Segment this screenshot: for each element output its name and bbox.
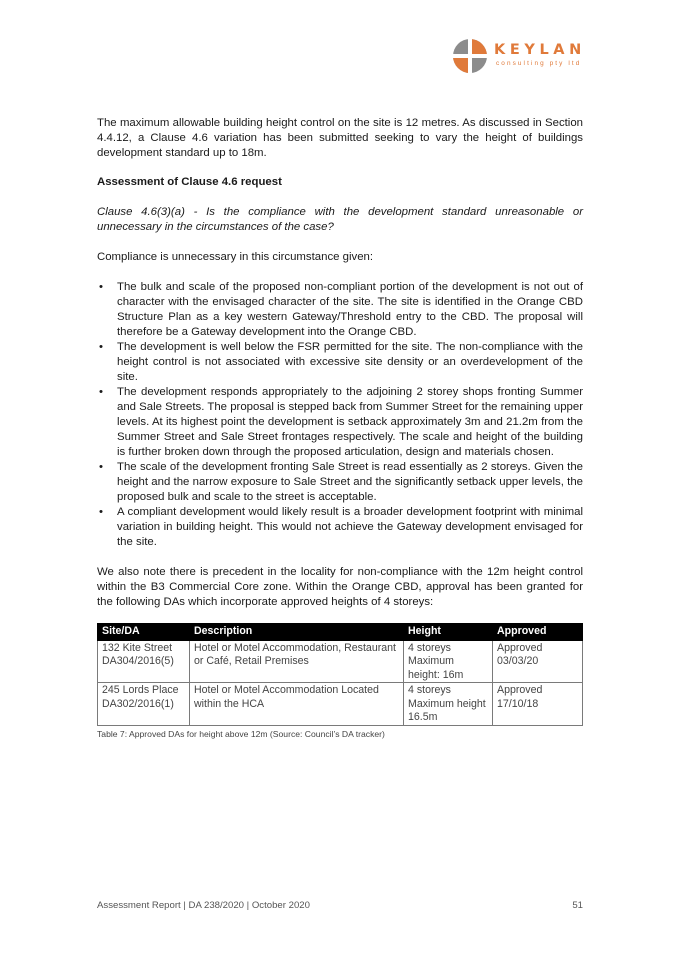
logo-wordmark: KEYLAN (494, 42, 586, 58)
keylan-logo-mark-icon (452, 38, 488, 74)
clause-question: Clause 4.6(3)(a) - Is the compliance with the development standard unreasonable or unnecessary in the circumstances of the case? (97, 206, 583, 233)
page-body (97, 116, 583, 742)
bullet-icon: • (99, 341, 103, 353)
cell-description: Hotel or Motel Accommodation, Restaurant or Café, Retail Premises (190, 640, 404, 683)
header-approved: Approved (493, 624, 583, 641)
section-heading: Assessment of Clause 4.6 request (97, 176, 282, 188)
justification-list (97, 280, 583, 550)
cell-approved: Approved 17/10/18 (493, 683, 583, 726)
list-item: • A compliant development would likely result is a broader development footprint with minimal variation in building height. This would not achieve the Gateway development envisaged for the site. (99, 506, 583, 548)
logo-tagline: consulting pty ltd (496, 60, 582, 67)
lead-paragraph: Compliance is unnecessary in this circumstance given: (97, 251, 374, 263)
table-header-row (98, 624, 583, 641)
approved-das-table (97, 623, 583, 726)
precedent-paragraph: We also note there is precedent in the locality for non-compliance with the 12m height control within the B3 Commercial Core zone. Within the Orange CBD, approval has been granted for the following DAs which incorporate approved heights of 4 storeys: (97, 566, 583, 608)
list-item: • The development is well below the FSR permitted for the site. The non-compliance with the height control is not associated with excessive site density or an overdevelopment of the site. (99, 341, 583, 383)
cell-height: 4 storeys Maximum height: 16m (404, 640, 493, 683)
header-site-da: Site/DA (98, 624, 190, 641)
bullet-icon: • (99, 281, 103, 293)
table-row (98, 683, 583, 726)
cell-site-da: 245 Lords Place DA302/2016(1) (98, 683, 190, 726)
bullet-icon: • (99, 386, 103, 398)
bullet-icon: • (99, 461, 103, 473)
cell-height: 4 storeys Maximum height 16.5m (404, 683, 493, 726)
list-item: • The scale of the development fronting Sale Street is read essentially as 2 storeys. Given the height and the narrow exposure to Sale Street and the significantly setback upper levels, the proposed bulk and scale to the street is acceptable. (99, 461, 583, 503)
cell-site-da: 132 Kite Street DA304/2016(5) (98, 640, 190, 683)
footer-document-info: Assessment Report | DA 238/2020 | October 2020 (97, 900, 310, 911)
cell-approved: Approved 03/03/20 (493, 640, 583, 683)
table-caption: Table 7: Approved DAs for height above 12m (Source: Council’s DA tracker) (97, 728, 385, 739)
keylan-logo (452, 38, 592, 78)
table-row (98, 640, 583, 683)
intro-paragraph: The maximum allowable building height control on the site is 12 metres. As discussed in Section 4.4.12, a Clause 4.6 variation has been submitted seeking to vary the height of buildings development standard up to 18m. (97, 117, 583, 159)
bullet-icon: • (99, 506, 103, 518)
header-description: Description (190, 624, 404, 641)
header-height: Height (404, 624, 493, 641)
list-item: • The bulk and scale of the proposed non-compliant portion of the development is not out of character with the envisaged character of the site. The site is identified in the Orange CBD Structure Plan as a key western Gateway/Threshold entry to the CBD. The proposal will therefore be a Gateway development into the Orange CBD. (99, 281, 583, 338)
list-item: • The development responds appropriately to the adjoining 2 storey shops fronting Summer and Sale Streets. The proposal is stepped back from Summer Street for the remaining upper levels. At its highest point the development is setback approximately 3m and 21.2m from the Summer Street and Sale Street frontages respectively. The scale and height of the building is further broken down through the proposed articulation, design and materials chosen. (99, 386, 583, 458)
page-number: 51 (572, 900, 583, 911)
cell-description: Hotel or Motel Accommodation Located within the HCA (190, 683, 404, 726)
